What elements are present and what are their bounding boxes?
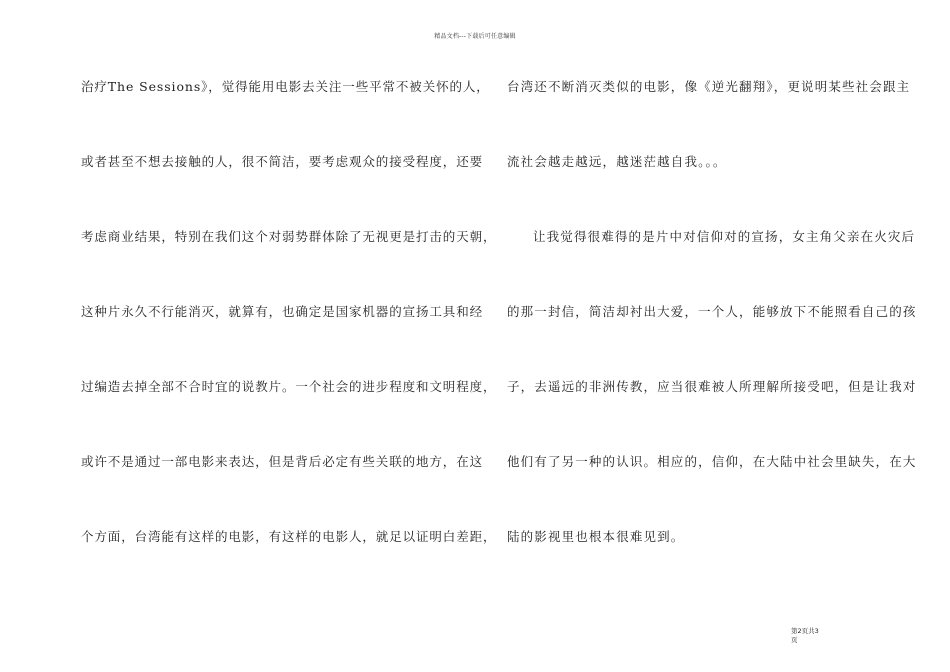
text-line: 个方面，台湾能有这样的电影，有这样的电影人，就足以证明白差距， xyxy=(81,529,497,544)
text-line: 陆的影视里也根本很难见到。 xyxy=(507,529,685,544)
text-line: 或许不是通过一部电影来表达，但是背后必定有些关联的地方，在这 xyxy=(81,454,484,469)
text-line: 治疗The Sessions》，觉得能用电影去关注一些平常不被关怀的人， xyxy=(81,79,490,94)
page-header: 精品文档---下载后可任意编辑 xyxy=(434,33,516,40)
text-line: 台湾还不断消灭类似的电影，像《逆光翻翔》，更说明某些社会跟主 xyxy=(507,79,911,94)
text-line: 的那一封信，简洁却衬出大爱，一个人，能够放下不能照看自己的孩 xyxy=(507,304,917,319)
text-line: 他们有了另一种的认识。相应的，信仰，在大陆中社会里缺失，在大 xyxy=(507,454,917,469)
text-line: 考虑商业结果，特别在我们这个对弱势群体除了无视更是打击的天朝， xyxy=(81,229,497,244)
page-number-label: 第2页共3 xyxy=(791,627,819,635)
text-line: 这种片永久不行能消灭，就算有，也确定是国家机器的宣扬工具和经 xyxy=(81,304,484,319)
paragraph-start-line: 让我觉得很难得的是片中对信仰对的宣扬，女主角父亲在火灾后 xyxy=(533,229,916,244)
page-number xyxy=(791,627,841,645)
page-number-label-cont: 页 xyxy=(791,636,798,644)
text-line: 子，去遥远的非洲传教，应当很难被人所理解所接受吧，但是让我对 xyxy=(507,379,917,394)
text-line: 或者甚至不想去接触的人，很不简洁，要考虑观众的接受程度，还要 xyxy=(81,154,484,169)
text-line: 过编造去掉全部不合时宜的说教片。一个社会的进步程度和文明程度， xyxy=(81,379,497,394)
text-line: 流社会越走越远，越迷茫越自我。。。 xyxy=(507,154,727,169)
